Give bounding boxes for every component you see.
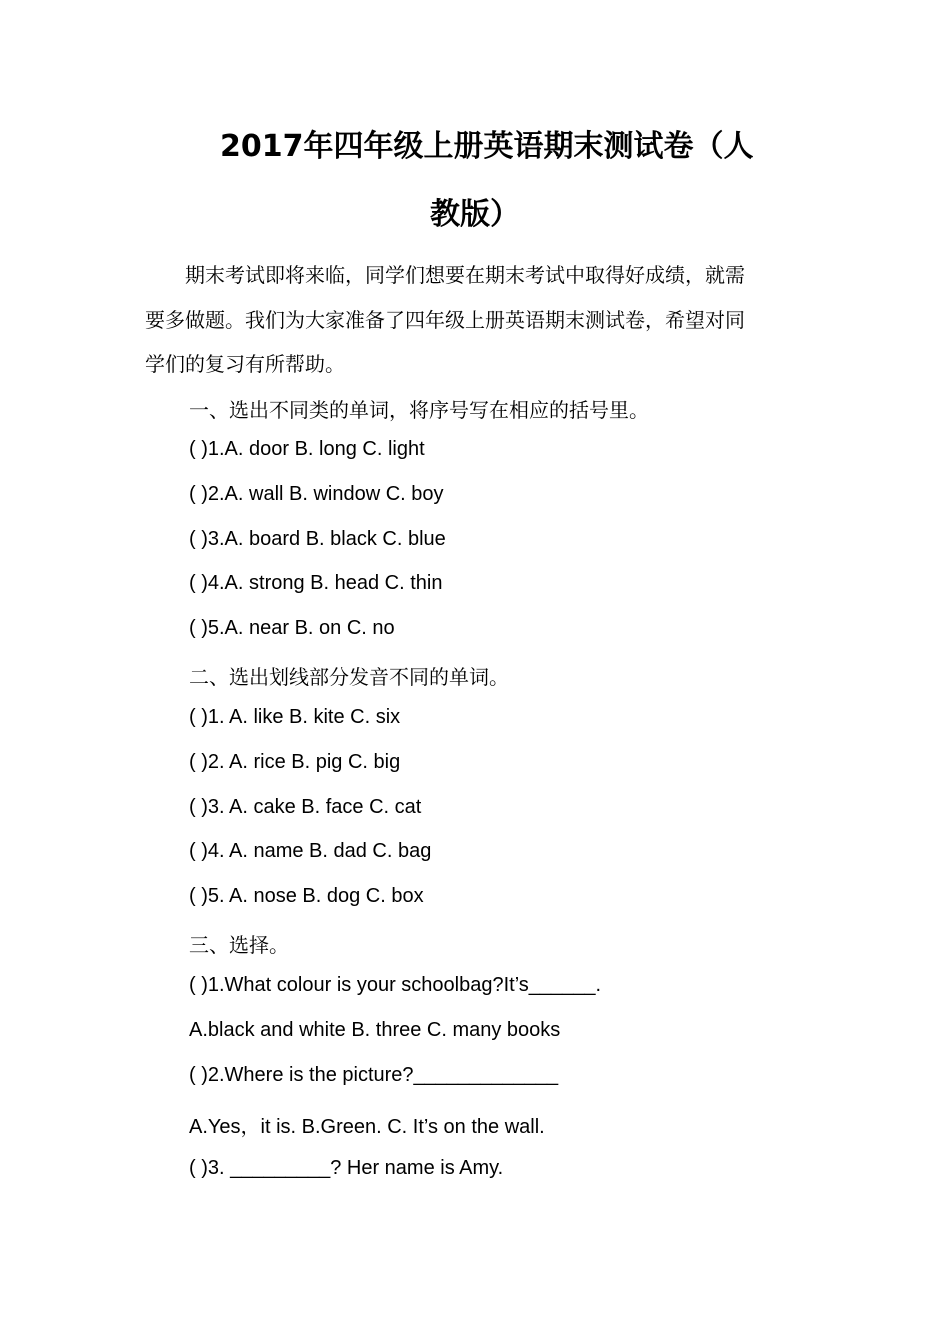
section-2-item: ( )3. A. cake B. face C. cat (189, 796, 422, 818)
section-2-item: ( )1. A. like B. kite C. six (189, 706, 401, 728)
section-3-item: ( )1.What colour is your schoolbag?It’s______. (189, 974, 602, 996)
section-1-item: ( )4.A. strong B. head C. thin (189, 572, 443, 594)
section-2-item: ( )5. A. nose B. dog C. box (189, 885, 424, 907)
intro-line-2: 要多做题。我们为大家准备了四年级上册英语期末测试卷，希望对同 (145, 308, 745, 332)
section-3-options: A.black and white B. three C. many books (189, 1019, 561, 1041)
section-3-item: ( )3. _________? Her name is Amy. (189, 1157, 504, 1179)
section-2-item: ( )4. A. name B. dad C. bag (189, 840, 432, 862)
section-1-item: ( )5.A. near B. on C. no (189, 617, 395, 639)
section-2-heading: 二、选出划线部分发音不同的单词。 (189, 665, 509, 689)
section-1-item: ( )1.A. door B. long C. light (189, 438, 425, 460)
section-1-item: ( )2.A. wall B. window C. boy (189, 483, 444, 505)
intro-line-1: 期末考试即将来临，同学们想要在期末考试中取得好成绩，就需 (145, 263, 745, 287)
section-1-item: ( )3.A. board B. black C. blue (189, 528, 446, 550)
section-3-heading: 三、选择。 (189, 933, 289, 957)
document-title-line-2: 教版） (430, 197, 520, 232)
section-3-options: A.Yes，it is. B.Green. C. It’s on the wall. (189, 1116, 545, 1138)
section-3-item: ( )2.Where is the picture?_____________ (189, 1064, 559, 1086)
section-2-item: ( )2. A. rice B. pig C. big (189, 751, 401, 773)
intro-line-3: 学们的复习有所帮助。 (145, 352, 345, 376)
document-title-line-1: 2017年四年级上册英语期末测试卷（人 (220, 129, 754, 164)
section-1-heading: 一、选出不同类的单词，将序号写在相应的括号里。 (189, 398, 649, 422)
